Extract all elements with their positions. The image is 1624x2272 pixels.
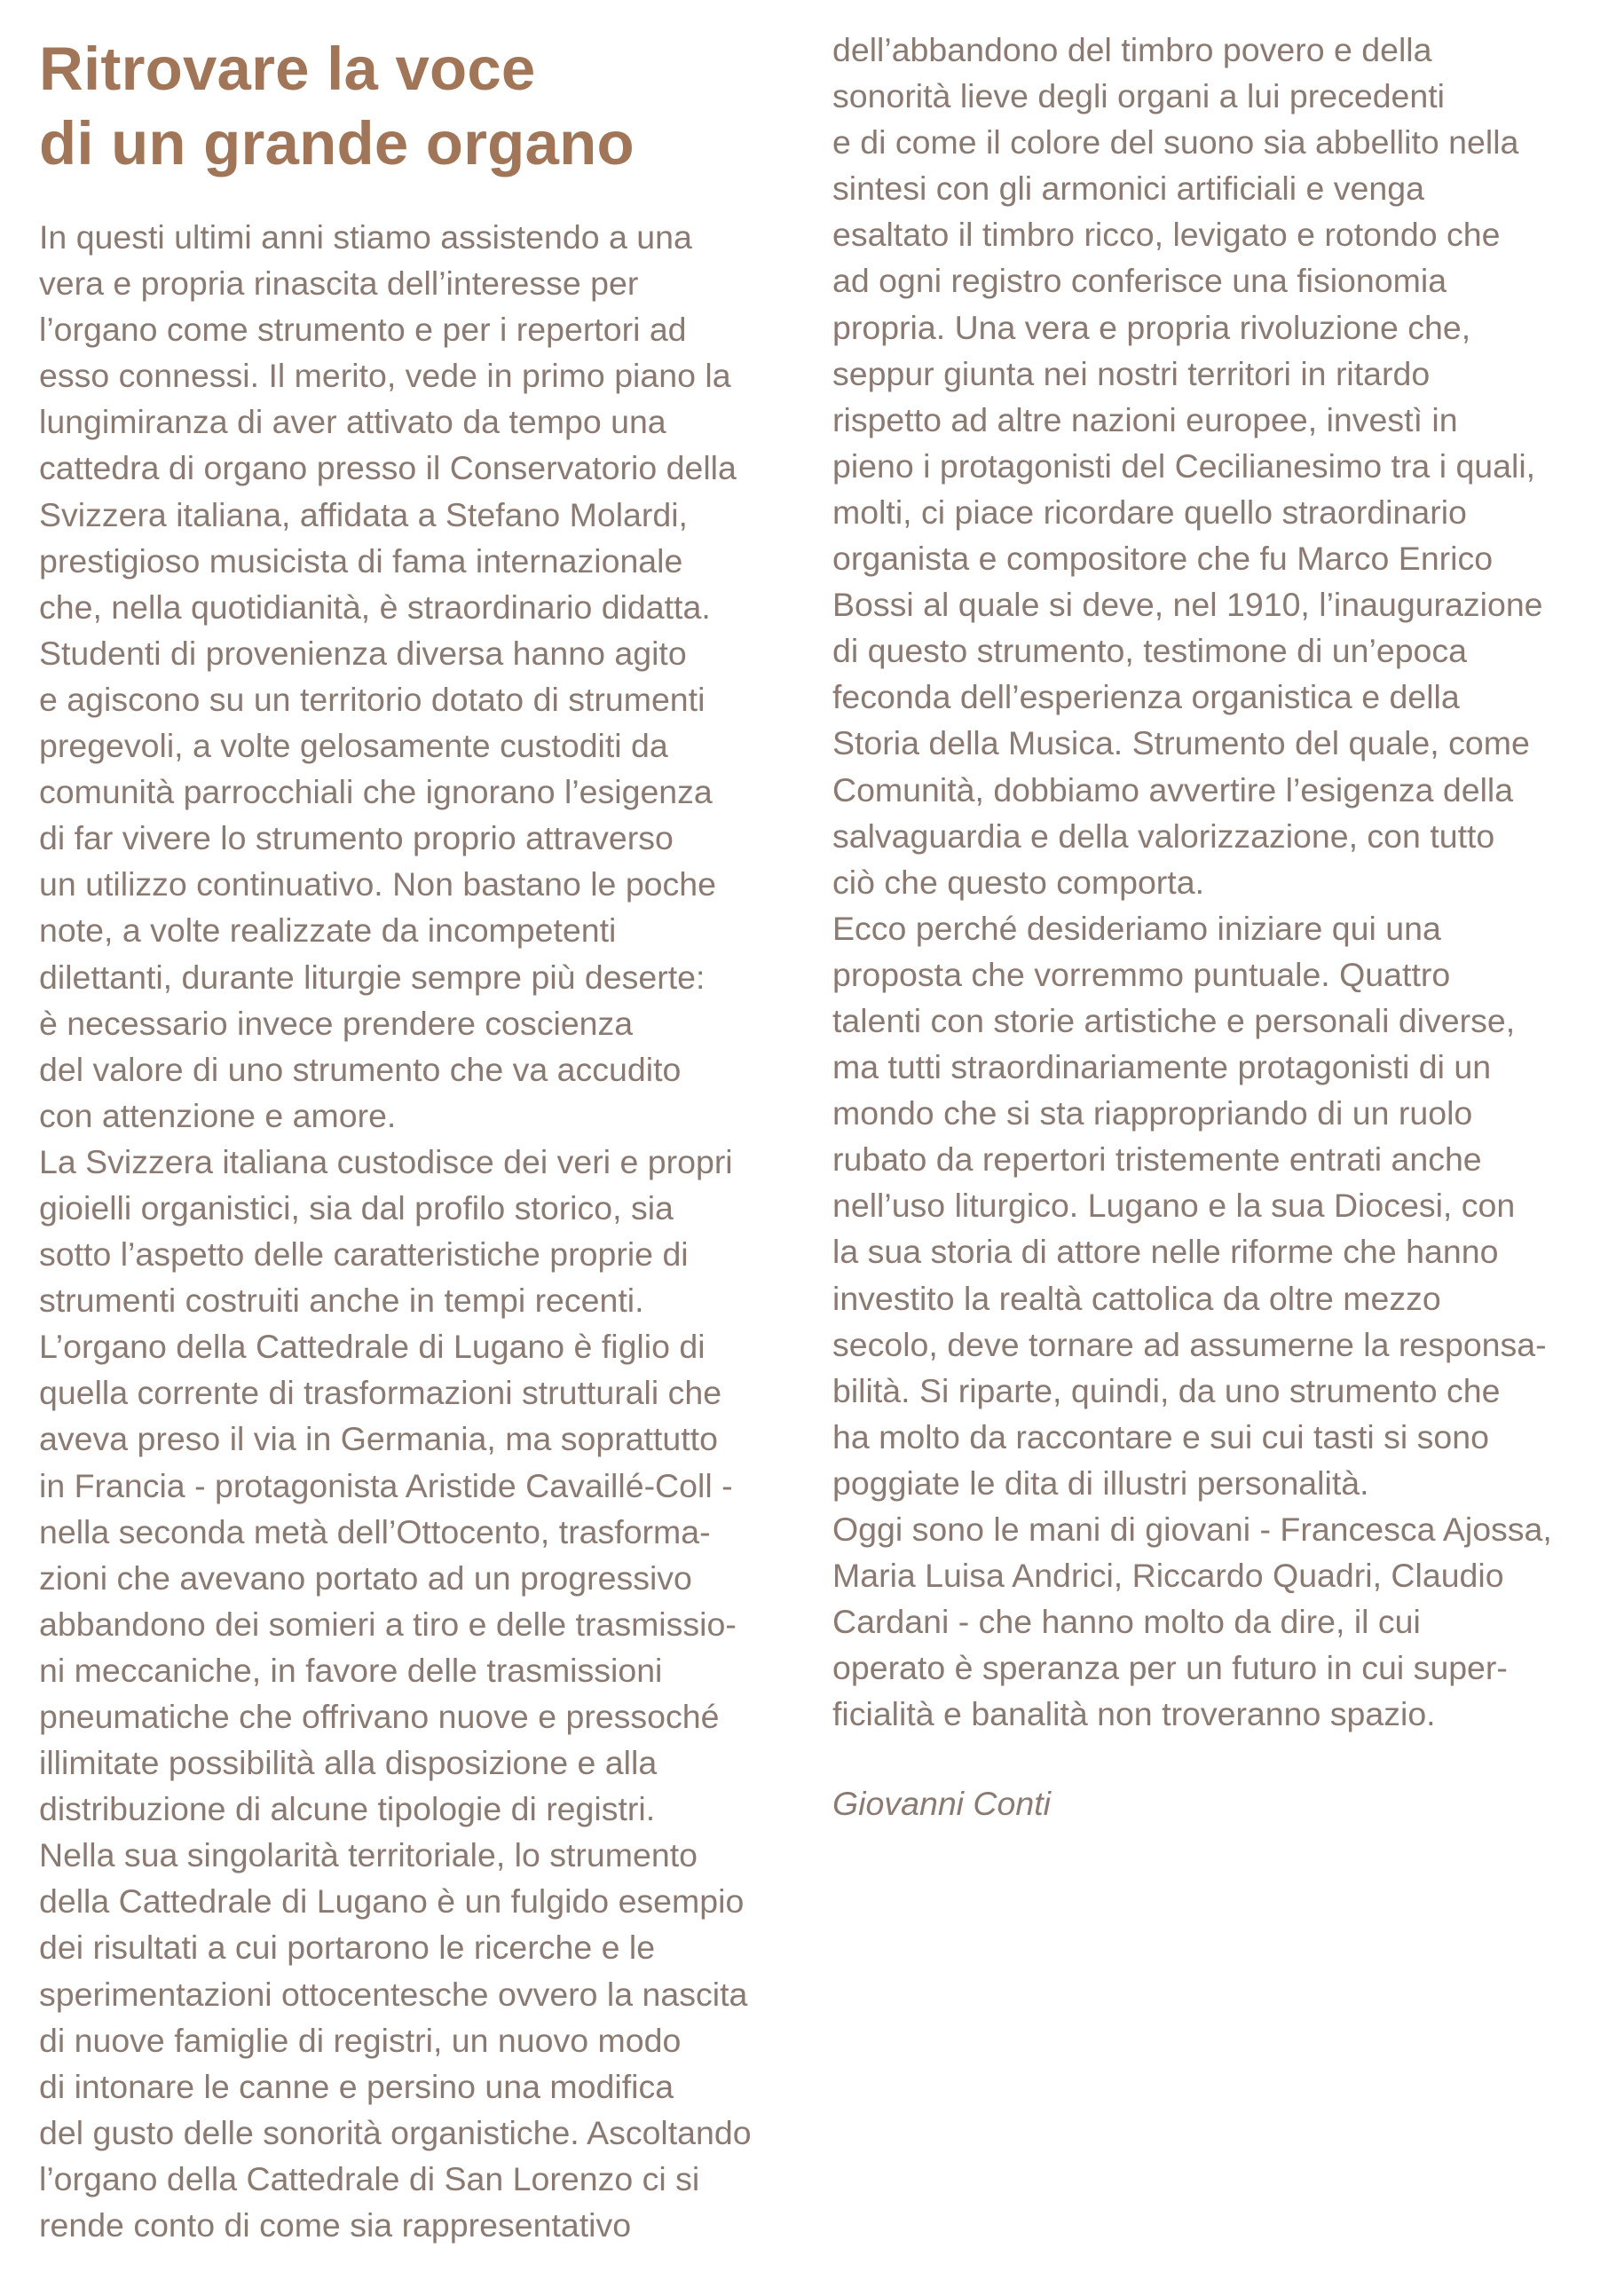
text-line: dei risultati a cui portarono le ricerche e le — [39, 1929, 656, 1967]
text-line: nella seconda metà dell’Ottocento, trasforma- — [39, 1512, 711, 1550]
text-line: salvaguardia e della valorizzazione, con tutto — [832, 816, 1495, 855]
text-line: che, nella quotidianità, è straordinario didatta. — [39, 588, 711, 626]
text-line: prestigioso musicista di fama internazionale — [39, 541, 683, 580]
text-line: lungimiranza di aver attivato da tempo una — [39, 403, 666, 441]
text-line: Cardani - che hanno molto da dire, il cui — [832, 1603, 1421, 1641]
text-line: ma tutti straordinariamente protagonisti di un — [832, 1048, 1492, 1086]
text-line: proposta che vorremmo puntuale. Quattro — [832, 955, 1451, 993]
text-line: in Francia - protagonista Aristide Cavaillé-Coll - — [39, 1466, 733, 1504]
text-line: Bossi al quale si deve, nel 1910, l’inaugurazione — [832, 586, 1543, 624]
text-line: investito la realtà cattolica da oltre mezzo — [832, 1279, 1441, 1317]
text-line: La Svizzera italiana custodisce dei veri e propri — [39, 1142, 733, 1180]
text-line: l’organo come strumento e per i repertori ad — [39, 311, 687, 349]
right-column-text — [832, 27, 1552, 1737]
text-line: ad ogni registro conferisce una fisionomia — [832, 262, 1447, 300]
text-line: sintesi con gli armonici artificiali e venga — [832, 170, 1424, 208]
text-line: e di come il colore del suono sia abbellito nella — [832, 123, 1519, 162]
text-line: del valore di uno strumento che va accudito — [39, 1050, 682, 1088]
text-line: feconda dell’esperienza organistica e della — [832, 678, 1460, 716]
text-line: organista e compositore che fu Marco Enrico — [832, 540, 1494, 578]
text-line: pieno i protagonisti del Cecilianesimo tra i quali, — [832, 446, 1536, 485]
text-line: distribuzione di alcune tipologie di registri. — [39, 1790, 656, 1828]
text-line: talenti con storie artistiche e personali diverse, — [832, 1001, 1516, 1039]
text-line: del gusto delle sonorità organistiche. Ascoltando — [39, 2113, 752, 2151]
text-line: cattedra di organo presso il Conservatorio della — [39, 449, 737, 487]
text-line: molti, ci piace ricordare quello straordinario — [832, 493, 1467, 531]
text-line: rubato da repertori tristemente entrati anche — [832, 1140, 1482, 1179]
text-line: operato è speranza per un futuro in cui super- — [832, 1649, 1508, 1687]
text-line: In questi ultimi anni stiamo assistendo a una — [39, 218, 692, 256]
text-line: pregevoli, a volte gelosamente custoditi da — [39, 727, 668, 765]
text-line: Svizzera italiana, affidata a Stefano Molardi, — [39, 495, 688, 533]
text-line: ciò che questo comporta. — [832, 863, 1204, 901]
text-line: sonorità lieve degli organi a lui precedenti — [832, 77, 1446, 115]
text-line: di questo strumento, testimone di un’epoca — [832, 632, 1468, 670]
text-line: Nella sua singolarità territoriale, lo strumento — [39, 1836, 698, 1874]
text-line: quella corrente di trasformazioni strutturali che — [39, 1374, 722, 1412]
title-line-2: di un grande organo — [39, 109, 635, 178]
text-line: ni meccaniche, in favore delle trasmissioni — [39, 1651, 663, 1689]
text-line: rispetto ad altre nazioni europee, investì in — [832, 400, 1458, 438]
text-line: Studenti di provenienza diversa hanno agito — [39, 634, 687, 672]
text-line: poggiate le dita di illustri personalità. — [832, 1463, 1369, 1502]
text-line: esso connessi. Il merito, vede in primo piano la — [39, 357, 731, 395]
text-line: aveva preso il via in Germania, ma soprattutto — [39, 1420, 718, 1458]
text-line: L’organo della Cattedrale di Lugano è figlio di — [39, 1328, 706, 1366]
text-line: è necessario invece prendere coscienza — [39, 1004, 634, 1042]
text-line: ha molto da raccontare e sui cui tasti si sono — [832, 1417, 1489, 1456]
text-line: illimitate possibilità alla disposizione e alla — [39, 1744, 658, 1782]
text-line: comunità parrocchiali che ignorano l’esigenza — [39, 773, 713, 811]
text-line: ficialità e banalità non troveranno spazio. — [832, 1695, 1436, 1733]
text-line: zioni che avevano portato ad un progressivo — [39, 1558, 692, 1597]
text-line: secolo, deve tornare ad assumerne la responsa- — [832, 1325, 1547, 1363]
text-line: rende conto di come sia rappresentativo — [39, 2206, 632, 2244]
text-line: esaltato il timbro ricco, levigato e rotondo che — [832, 216, 1501, 254]
text-line: note, a volte realizzate da incompetenti — [39, 911, 617, 950]
text-line: strumenti costruiti anche in tempi recenti. — [39, 1282, 644, 1320]
text-line: e agiscono su un territorio dotato di strumenti — [39, 680, 706, 718]
text-line: abbandono dei somieri a tiro e delle trasmissio- — [39, 1605, 737, 1643]
text-line: Oggi sono le mani di giovani - Francesca Ajossa, — [832, 1511, 1552, 1548]
text-line: pneumatiche che offrivano nuove e pressoché — [39, 1698, 720, 1735]
text-line: vera e propria rinascita dell’interesse per — [39, 264, 639, 303]
text-line: sperimentazioni ottocentesche ovvero la nascita — [39, 1975, 748, 2013]
text-line: mondo che si sta riappropriando di un ruolo — [832, 1094, 1473, 1132]
text-line: Storia della Musica. Strumento del quale, come — [832, 724, 1530, 762]
text-line: sotto l’aspetto delle caratteristiche proprie di — [39, 1235, 689, 1274]
text-line: Comunità, dobbiamo avvertire l’esigenza della — [832, 770, 1514, 809]
text-line: di far vivere lo strumento proprio attraverso — [39, 819, 674, 857]
text-line: un utilizzo continuativo. Non bastano le poche — [39, 865, 717, 903]
text-line: gioielli organistici, sia dal profilo storico, sia — [39, 1188, 674, 1227]
text-line: dell’abbandono del timbro povero e della — [832, 31, 1432, 68]
text-line: Ecco perché desideriamo iniziare qui una — [832, 909, 1441, 947]
text-line: bilità. Si riparte, quindi, da uno strumento che — [832, 1371, 1501, 1409]
left-column-text — [39, 214, 752, 2248]
article-title — [39, 32, 635, 181]
text-line: seppur giunta nei nostri territori in ritardo — [832, 354, 1431, 392]
text-line: la sua storia di attore nelle riforme che hanno — [832, 1233, 1499, 1271]
text-line: della Cattedrale di Lugano è un fulgido esempio — [39, 1882, 745, 1921]
text-line: di nuove famiglie di registri, un nuovo modo — [39, 2021, 682, 2059]
text-line: con attenzione e amore. — [39, 1096, 397, 1134]
title-line-1: Ritrovare la voce — [39, 35, 536, 103]
text-line: nell’uso liturgico. Lugano e la sua Diocesi, con — [832, 1187, 1516, 1225]
text-line: Maria Luisa Andrici, Riccardo Quadri, Claudio — [832, 1557, 1504, 1595]
author-signature: Giovanni Conti — [832, 1785, 1051, 1822]
text-line: dilettanti, durante liturgie sempre più deserte: — [39, 958, 706, 996]
text-line: propria. Una vera e propria rivoluzione che, — [832, 308, 1471, 346]
text-line: di intonare le canne e persino una modifica — [39, 2067, 674, 2105]
text-line: l’organo della Cattedrale di San Lorenzo ci si — [39, 2159, 700, 2197]
